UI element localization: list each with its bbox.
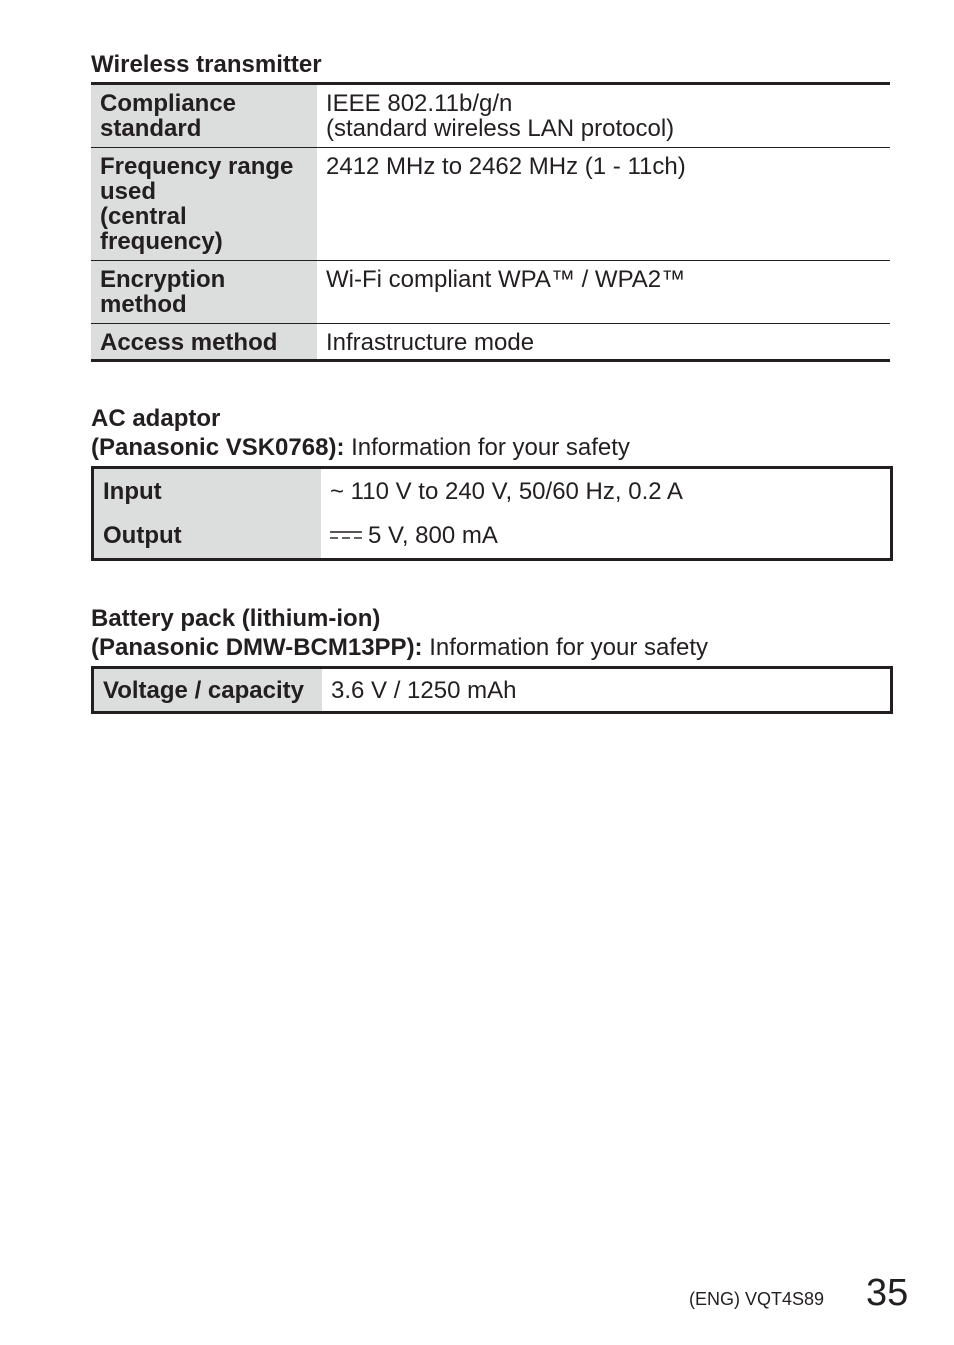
dc-current-icon	[330, 530, 362, 540]
ac-adaptor-section-title: AC adaptor	[91, 405, 221, 432]
ac-adaptor-spec-table	[91, 466, 893, 561]
safety-note: Information for your safety	[344, 434, 630, 461]
document-code: (ENG) VQT4S89	[689, 1289, 825, 1309]
page-number: 35	[866, 1272, 909, 1314]
spec-value: 3.6 V / 1250 mAh	[331, 676, 517, 704]
wireless-spec-table	[91, 82, 890, 362]
spec-label: Frequency range used (central frequency)	[91, 148, 317, 261]
spec-label: Encryption method	[91, 261, 317, 324]
spec-value: Wi-Fi compliant WPA™ / WPA2™	[317, 261, 890, 324]
wireless-section-title: Wireless transmitter	[91, 51, 322, 78]
ac-adaptor-model: (Panasonic VSK0768):	[91, 434, 345, 461]
spec-label: Input	[93, 468, 322, 514]
table-row	[93, 468, 892, 514]
spec-value: Infrastructure mode	[326, 329, 535, 356]
table-row	[93, 514, 892, 560]
safety-note: Information for your safety	[422, 634, 709, 661]
table-row	[91, 261, 890, 324]
table-row	[91, 148, 890, 261]
spec-value: ~ 110 V to 240 V, 50/60 Hz, 0.2 A	[330, 477, 683, 505]
spec-value: 2412 MHz to 2462 MHz (1 - 11ch)	[317, 148, 890, 261]
battery-model: (Panasonic DMW-BCM13PP):	[91, 634, 423, 661]
spec-value	[321, 514, 892, 560]
spec-label: Compliance standard	[91, 84, 317, 148]
table-row	[91, 84, 890, 148]
battery-spec-table	[91, 666, 893, 714]
spec-label: Output	[93, 514, 322, 560]
battery-section-title: Battery pack (lithium-ion)	[91, 605, 381, 632]
table-row	[91, 324, 890, 361]
spec-label: Voltage / capacity	[93, 668, 323, 713]
ac-adaptor-model-line	[91, 433, 630, 462]
battery-model-line	[91, 633, 708, 662]
output-value-text: 5 V, 800 mA	[368, 522, 498, 550]
spec-value: IEEE 802.11b/g/n (standard wireless LAN protocol)	[317, 84, 890, 148]
spec-label: Access method	[91, 324, 317, 361]
table-row	[93, 668, 892, 713]
